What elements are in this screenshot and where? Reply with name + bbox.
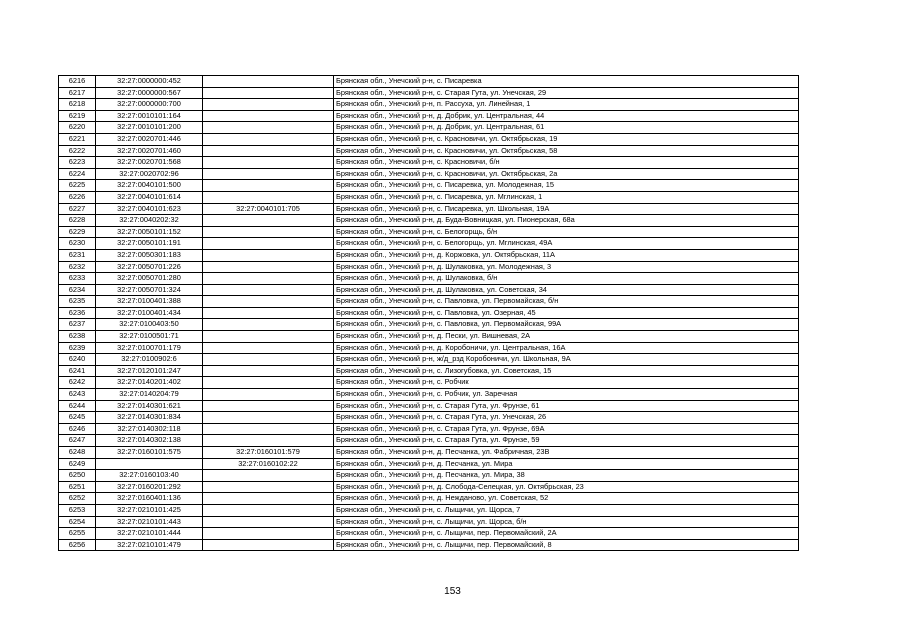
row-number-cell: 6225 [59,180,96,192]
row-number-cell: 6217 [59,87,96,99]
related-cadastral-number-cell [203,110,334,122]
related-cadastral-number-cell [203,342,334,354]
address-cell: Брянская обл., Унечский р-н, с. Старая Гута, ул. Фрунзе, 61 [334,400,799,412]
related-cadastral-number-cell [203,191,334,203]
cadastral-number-cell: 32:27:0050301:183 [96,249,203,261]
address-cell: Брянская обл., Унечский р-н, с. Робчик [334,377,799,389]
related-cadastral-number-cell [203,331,334,343]
cadastral-number-cell: 32:27:0020701:460 [96,145,203,157]
related-cadastral-number-cell [203,516,334,528]
row-number-cell: 6249 [59,458,96,470]
related-cadastral-number-cell [203,226,334,238]
row-number-cell: 6250 [59,470,96,482]
cadastral-number-cell: 32:27:0140301:834 [96,412,203,424]
table-row [59,423,799,435]
cadastral-number-cell: 32:27:0020702:96 [96,168,203,180]
address-cell: Брянская обл., Унечский р-н, с. Старая Гута, ул. Фрунзе, 59 [334,435,799,447]
cadastral-number-cell: 32:27:0140302:138 [96,435,203,447]
address-cell: Брянская обл., Унечский р-н, с. Лыщичи, пер. Первомайский, 2А [334,528,799,540]
row-number-cell: 6241 [59,365,96,377]
cadastral-number-cell: 32:27:0020701:568 [96,157,203,169]
related-cadastral-number-cell: 32:27:0160102:22 [203,458,334,470]
address-cell: Брянская обл., Унечский р-н, ж/д_рзд Коробоничи, ул. Школьная, 9А [334,354,799,366]
row-number-cell: 6233 [59,273,96,285]
address-cell: Брянская обл., Унечский р-н, с. Красновичи, ул. Октябрьская, 2а [334,168,799,180]
related-cadastral-number-cell [203,145,334,157]
related-cadastral-number-cell [203,215,334,227]
table-row [59,470,799,482]
cadastral-number-cell: 32:27:0140302:118 [96,423,203,435]
table-row [59,133,799,145]
address-cell: Брянская обл., Унечский р-н, с. Красновичи, ул. Октябрьская, 19 [334,133,799,145]
row-number-cell: 6228 [59,215,96,227]
address-cell: Брянская обл., Унечский р-н, с. Лыщичи, ул. Щорса, 7 [334,504,799,516]
table-row [59,539,799,551]
table-row [59,110,799,122]
cadastral-number-cell: 32:27:0050101:191 [96,238,203,250]
table-row [59,284,799,296]
row-number-cell: 6216 [59,76,96,88]
address-cell: Брянская обл., Унечский р-н, с. Лизогубовка, ул. Советская, 15 [334,365,799,377]
table-row [59,319,799,331]
cadastral-number-cell: 32:27:0140201:402 [96,377,203,389]
row-number-cell: 6242 [59,377,96,389]
row-number-cell: 6218 [59,99,96,111]
table-row [59,203,799,215]
row-number-cell: 6255 [59,528,96,540]
table-row [59,145,799,157]
row-number-cell: 6226 [59,191,96,203]
related-cadastral-number-cell [203,238,334,250]
address-cell: Брянская обл., Унечский р-н, д. Шулаковка, ул. Молодежная, 3 [334,261,799,273]
address-cell: Брянская обл., Унечский р-н, с. Лыщичи, пер. Первомайский, 8 [334,539,799,551]
related-cadastral-number-cell [203,400,334,412]
address-cell: Брянская обл., Унечский р-н, д. Песчанка, ул. Мира [334,458,799,470]
table-row [59,458,799,470]
table-row [59,342,799,354]
related-cadastral-number-cell [203,481,334,493]
address-cell: Брянская обл., Унечский р-н, д. Буда-Вовницкая, ул. Пионерская, 68а [334,215,799,227]
related-cadastral-number-cell [203,504,334,516]
row-number-cell: 6229 [59,226,96,238]
row-number-cell: 6235 [59,296,96,308]
row-number-cell: 6254 [59,516,96,528]
address-cell: Брянская обл., Унечский р-н, с. Старая Гута, ул. Фрунзе, 69А [334,423,799,435]
address-cell: Брянская обл., Унечский р-н, д. Добрик, ул. Центральная, 61 [334,122,799,134]
table-row [59,157,799,169]
row-number-cell: 6256 [59,539,96,551]
row-number-cell: 6227 [59,203,96,215]
row-number-cell: 6237 [59,319,96,331]
cadastral-number-cell: 32:27:0210101:479 [96,539,203,551]
related-cadastral-number-cell [203,249,334,261]
row-number-cell: 6251 [59,481,96,493]
cadastral-number-cell: 32:27:0160103:40 [96,470,203,482]
cadastral-number-cell: 32:27:0000000:567 [96,87,203,99]
cadastral-number-cell: 32:27:0160401:136 [96,493,203,505]
address-cell: Брянская обл., Унечский р-н, с. Лыщичи, ул. Щорса, б/н [334,516,799,528]
row-number-cell: 6236 [59,307,96,319]
address-cell: Брянская обл., Унечский р-н, п. Рассуха, ул. Линейная, 1 [334,99,799,111]
table-row [59,249,799,261]
table-row [59,99,799,111]
row-number-cell: 6245 [59,412,96,424]
table-row [59,447,799,459]
row-number-cell: 6230 [59,238,96,250]
related-cadastral-number-cell [203,87,334,99]
table-row [59,331,799,343]
table-row [59,122,799,134]
cadastral-number-cell: 32:27:0000000:700 [96,99,203,111]
related-cadastral-number-cell [203,365,334,377]
row-number-cell: 6239 [59,342,96,354]
related-cadastral-number-cell [203,133,334,145]
table-row [59,435,799,447]
row-number-cell: 6221 [59,133,96,145]
address-cell: Брянская обл., Унечский р-н, с. Павловка, ул. Озерная, 45 [334,307,799,319]
related-cadastral-number-cell [203,157,334,169]
related-cadastral-number-cell [203,273,334,285]
address-cell: Брянская обл., Унечский р-н, д. Шулаковка, ул. Советская, 34 [334,284,799,296]
address-cell: Брянская обл., Унечский р-н, с. Робчик, ул. Заречная [334,389,799,401]
related-cadastral-number-cell [203,389,334,401]
cadastral-number-cell: 32:27:0210101:425 [96,504,203,516]
address-cell: Брянская обл., Унечский р-н, с. Писаревка, ул. Молодежная, 15 [334,180,799,192]
address-cell: Брянская обл., Унечский р-н, д. Песчанка, ул. Мира, 38 [334,470,799,482]
table-row [59,191,799,203]
address-cell: Брянская обл., Унечский р-н, д. Пески, ул. Вишневая, 2А [334,331,799,343]
table-row [59,516,799,528]
cadastral-number-cell: 32:27:0040202:32 [96,215,203,227]
related-cadastral-number-cell [203,76,334,88]
cadastral-number-cell: 32:27:0100902:6 [96,354,203,366]
table-row [59,412,799,424]
row-number-cell: 6232 [59,261,96,273]
address-cell: Брянская обл., Унечский р-н, с. Старая Гута, ул. Унечская, 29 [334,87,799,99]
table-row [59,76,799,88]
table-row [59,87,799,99]
table-row [59,400,799,412]
table-row [59,389,799,401]
related-cadastral-number-cell [203,423,334,435]
page-number: 153 [444,586,461,597]
related-cadastral-number-cell: 32:27:0160101:579 [203,447,334,459]
address-cell: Брянская обл., Унечский р-н, с. Белогорщь, ул. Мглинская, 49А [334,238,799,250]
row-number-cell: 6248 [59,447,96,459]
address-cell: Брянская обл., Унечский р-н, д. Шулаковка, б/н [334,273,799,285]
related-cadastral-number-cell [203,493,334,505]
table-row [59,481,799,493]
address-table [58,75,799,551]
row-number-cell: 6244 [59,400,96,412]
address-cell: Брянская обл., Унечский р-н, д. Слобода-Селецкая, ул. Октябрьская, 23 [334,481,799,493]
related-cadastral-number-cell [203,180,334,192]
cadastral-number-cell: 32:27:0210101:443 [96,516,203,528]
cadastral-number-cell: 32:27:0100401:434 [96,307,203,319]
row-number-cell: 6224 [59,168,96,180]
cadastral-number-cell: 32:27:0100701:179 [96,342,203,354]
address-cell: Брянская обл., Унечский р-н, д. Нежданово, ул. Советская, 52 [334,493,799,505]
related-cadastral-number-cell [203,412,334,424]
row-number-cell: 6247 [59,435,96,447]
related-cadastral-number-cell [203,377,334,389]
cadastral-number-cell: 32:27:0140204:79 [96,389,203,401]
related-cadastral-number-cell [203,470,334,482]
related-cadastral-number-cell [203,261,334,273]
table-row [59,365,799,377]
related-cadastral-number-cell [203,435,334,447]
address-cell: Брянская обл., Унечский р-н, с. Писаревка [334,76,799,88]
related-cadastral-number-cell [203,528,334,540]
cadastral-number-cell: 32:27:0040101:623 [96,203,203,215]
row-number-cell: 6238 [59,331,96,343]
row-number-cell: 6234 [59,284,96,296]
related-cadastral-number-cell: 32:27:0040101:705 [203,203,334,215]
related-cadastral-number-cell [203,307,334,319]
address-cell: Брянская обл., Унечский р-н, с. Павловка, ул. Первомайская, б/н [334,296,799,308]
table-row [59,377,799,389]
table-row [59,273,799,285]
address-cell: Брянская обл., Унечский р-н, д. Коржовка, ул. Октябрьская, 11А [334,249,799,261]
cadastral-number-cell: 32:27:0050701:324 [96,284,203,296]
address-cell: Брянская обл., Унечский р-н, с. Белогорщь, б/н [334,226,799,238]
cadastral-number-cell: 32:27:0100401:388 [96,296,203,308]
cadastral-number-cell: 32:27:0100403:50 [96,319,203,331]
cadastral-number-cell: 32:27:0160201:292 [96,481,203,493]
related-cadastral-number-cell [203,354,334,366]
table-row [59,226,799,238]
row-number-cell: 6223 [59,157,96,169]
cadastral-number-cell: 32:27:0040101:614 [96,191,203,203]
cadastral-number-cell: 32:27:0010101:200 [96,122,203,134]
table-row [59,168,799,180]
address-cell: Брянская обл., Унечский р-н, д. Песчанка, ул. Фабричная, 23В [334,447,799,459]
table-row [59,493,799,505]
address-cell: Брянская обл., Унечский р-н, с. Красновичи, ул. Октябрьская, 58 [334,145,799,157]
cadastral-number-cell [96,458,203,470]
table-row [59,238,799,250]
address-cell: Брянская обл., Унечский р-н, с. Старая Гута, ул. Унечская, 26 [334,412,799,424]
table-row [59,180,799,192]
row-number-cell: 6253 [59,504,96,516]
address-cell: Брянская обл., Унечский р-н, с. Писаревка, ул. Мглинская, 1 [334,191,799,203]
cadastral-number-cell: 32:27:0000000:452 [96,76,203,88]
related-cadastral-number-cell [203,319,334,331]
address-cell: Брянская обл., Унечский р-н, с. Писаревка, ул. Школьная, 19А [334,203,799,215]
table-row [59,307,799,319]
cadastral-number-cell: 32:27:0100501:71 [96,331,203,343]
row-number-cell: 6219 [59,110,96,122]
address-cell: Брянская обл., Унечский р-н, д. Коробоничи, ул. Центральная, 16А [334,342,799,354]
cadastral-number-cell: 32:27:0120101:247 [96,365,203,377]
cadastral-number-cell: 32:27:0040101:500 [96,180,203,192]
table-row [59,261,799,273]
related-cadastral-number-cell [203,168,334,180]
row-number-cell: 6243 [59,389,96,401]
related-cadastral-number-cell [203,122,334,134]
address-cell: Брянская обл., Унечский р-н, с. Павловка, ул. Первомайская, 99А [334,319,799,331]
row-number-cell: 6252 [59,493,96,505]
related-cadastral-number-cell [203,99,334,111]
cadastral-number-cell: 32:27:0050101:152 [96,226,203,238]
row-number-cell: 6222 [59,145,96,157]
address-table-body [59,76,799,551]
table-row [59,504,799,516]
row-number-cell: 6220 [59,122,96,134]
cadastral-number-cell: 32:27:0020701:446 [96,133,203,145]
cadastral-number-cell: 32:27:0160101:575 [96,447,203,459]
address-cell: Брянская обл., Унечский р-н, с. Красновичи, б/н [334,157,799,169]
table-row [59,354,799,366]
cadastral-number-cell: 32:27:0050701:280 [96,273,203,285]
cadastral-number-cell: 32:27:0010101:164 [96,110,203,122]
row-number-cell: 6231 [59,249,96,261]
related-cadastral-number-cell [203,539,334,551]
row-number-cell: 6240 [59,354,96,366]
related-cadastral-number-cell [203,284,334,296]
cadastral-number-cell: 32:27:0050701:226 [96,261,203,273]
table-row [59,215,799,227]
table-row [59,296,799,308]
cadastral-number-cell: 32:27:0210101:444 [96,528,203,540]
related-cadastral-number-cell [203,296,334,308]
row-number-cell: 6246 [59,423,96,435]
table-row [59,528,799,540]
address-cell: Брянская обл., Унечский р-н, д. Добрик, ул. Центральная, 44 [334,110,799,122]
cadastral-number-cell: 32:27:0140301:621 [96,400,203,412]
